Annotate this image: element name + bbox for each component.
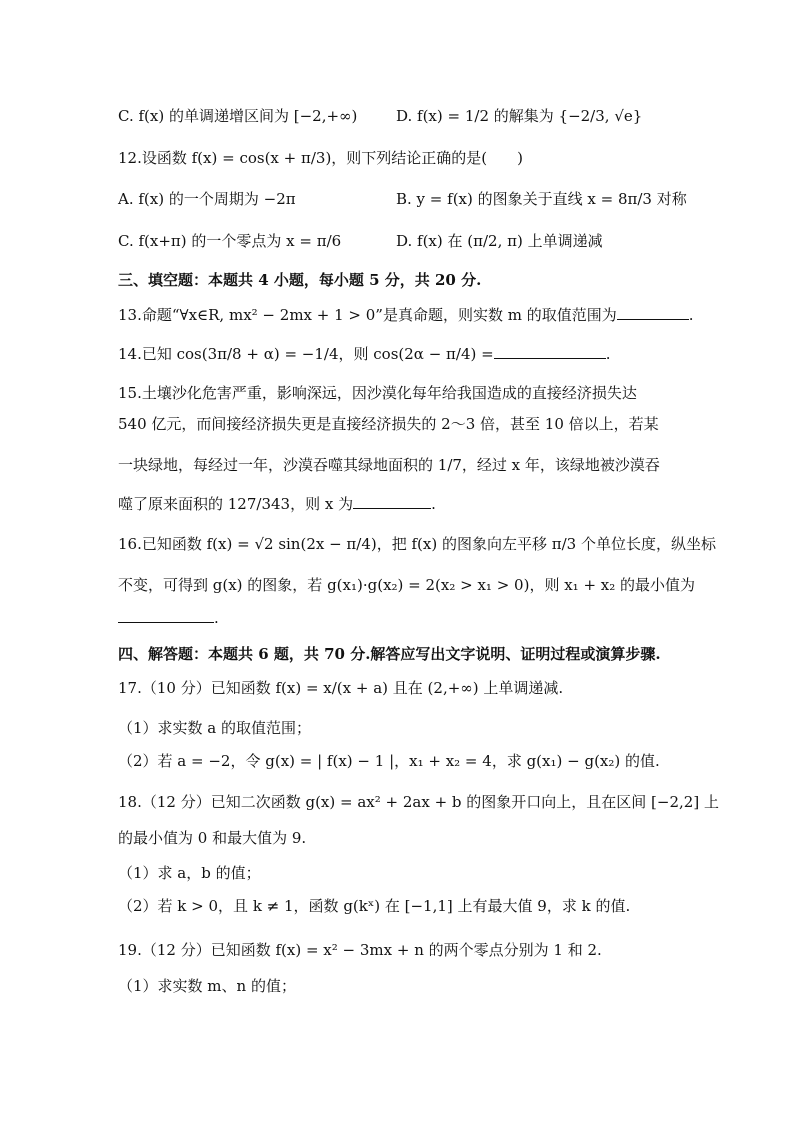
question-14: 14.已知 cos(3π/8 + α) = −1/4，则 cos(2α − π/4) = . — [118, 345, 611, 363]
question-12: 12.设函数 f(x) = cos(x + π/3)，则下列结论正确的是( ) — [118, 149, 524, 167]
option-c-q11: C. f(x) 的单调递增区间为 [−2,+∞) — [118, 107, 358, 125]
question-13: 13.命题“∀x∈R, mx² − 2mx + 1 > 0”是真命题，则实数 m 的取值范围为 . — [118, 306, 694, 324]
question-14-text: 14.已知 cos(3π/8 + α) = −1/4，则 cos(2α − π/4) = — [118, 345, 494, 363]
option-b-q12: B. y = f(x) 的图象关于直线 x = 8π/3 对称 — [396, 190, 687, 208]
question-17-part-1: （1）求实数 a 的取值范围； — [118, 719, 312, 737]
question-18-part-2: （2）若 k > 0，且 k ≠ 1，函数 g(kˣ) 在 [−1,1] 上有最大值 9，求 k 的值. — [118, 897, 631, 915]
question-19-part-1: （1）求实数 m、n 的值； — [118, 977, 296, 995]
question-19: 19.（12 分）已知函数 f(x) = x² − 3mx + n 的两个零点分别为 1 和 2. — [118, 941, 602, 959]
question-16-line-2: 不变，可得到 g(x) 的图象，若 g(x₁)·g(x₂) = 2(x₂ > x₁ > 0)，则 x₁ + x₂ 的最小值为 — [118, 576, 696, 594]
option-c-q12: C. f(x+π) 的一个零点为 x = π/6 — [118, 232, 342, 250]
question-15-line-1: 15.土壤沙化危害严重，影响深远，因沙漠化每年给我国造成的直接经济损失达 — [118, 384, 637, 402]
section-4-heading: 四、解答题：本题共 6 题，共 70 分.解答应写出文字说明、证明过程或演算步骤. — [118, 645, 661, 663]
question-17: 17.（10 分）已知函数 f(x) = x/(x + a) 且在 (2,+∞) 上单调递减. — [118, 679, 564, 697]
answer-blank — [494, 344, 606, 359]
question-16-line-1: 16.已知函数 f(x) = √2 sin(2x − π/4)，把 f(x) 的图象向左平移 π/3 个单位长度，纵坐标 — [118, 535, 716, 553]
question-17-part-2: （2）若 a = −2，令 g(x) = | f(x) − 1 |，x₁ + x₂ = 4，求 g(x₁) − g(x₂) 的值. — [118, 752, 660, 770]
question-18: 18.（12 分）已知二次函数 g(x) = ax² + 2ax + b 的图象开口向上，且在区间 [−2,2] 上 — [118, 793, 719, 811]
answer-blank — [617, 305, 689, 320]
option-d-q12: D. f(x) 在 (π/2, π) 上单调递减 — [396, 232, 603, 250]
answer-blank — [353, 494, 431, 509]
question-15-text-4: 噬了原来面积的 127/343，则 x 为 — [118, 495, 354, 513]
question-15-line-3: 一块绿地，每经过一年，沙漠吞噬其绿地面积的 1/7，经过 x 年，该绿地被沙漠吞 — [118, 456, 660, 474]
question-13-text: 13.命题“∀x∈R, mx² − 2mx + 1 > 0”是真命题，则实数 m 的取值范围为 — [118, 306, 617, 324]
option-d-q11: D. f(x) = 1/2 的解集为 {−2/3, √e} — [396, 107, 643, 125]
question-18-cont: 的最小值为 0 和最大值为 9. — [118, 829, 307, 847]
question-16-answer-line: . — [118, 606, 718, 630]
option-a-q12: A. f(x) 的一个周期为 −2π — [118, 190, 296, 208]
question-18-part-1: （1）求 a，b 的值； — [118, 864, 261, 882]
answer-blank — [118, 608, 214, 623]
section-3-heading: 三、填空题：本题共 4 小题，每小题 5 分，共 20 分. — [118, 271, 482, 289]
question-15-line-4: 噬了原来面积的 127/343，则 x 为 . — [118, 495, 436, 513]
question-15-line-2: 540 亿元，而间接经济损失更是直接经济损失的 2～3 倍，甚至 10 倍以上，若某 — [118, 415, 659, 433]
